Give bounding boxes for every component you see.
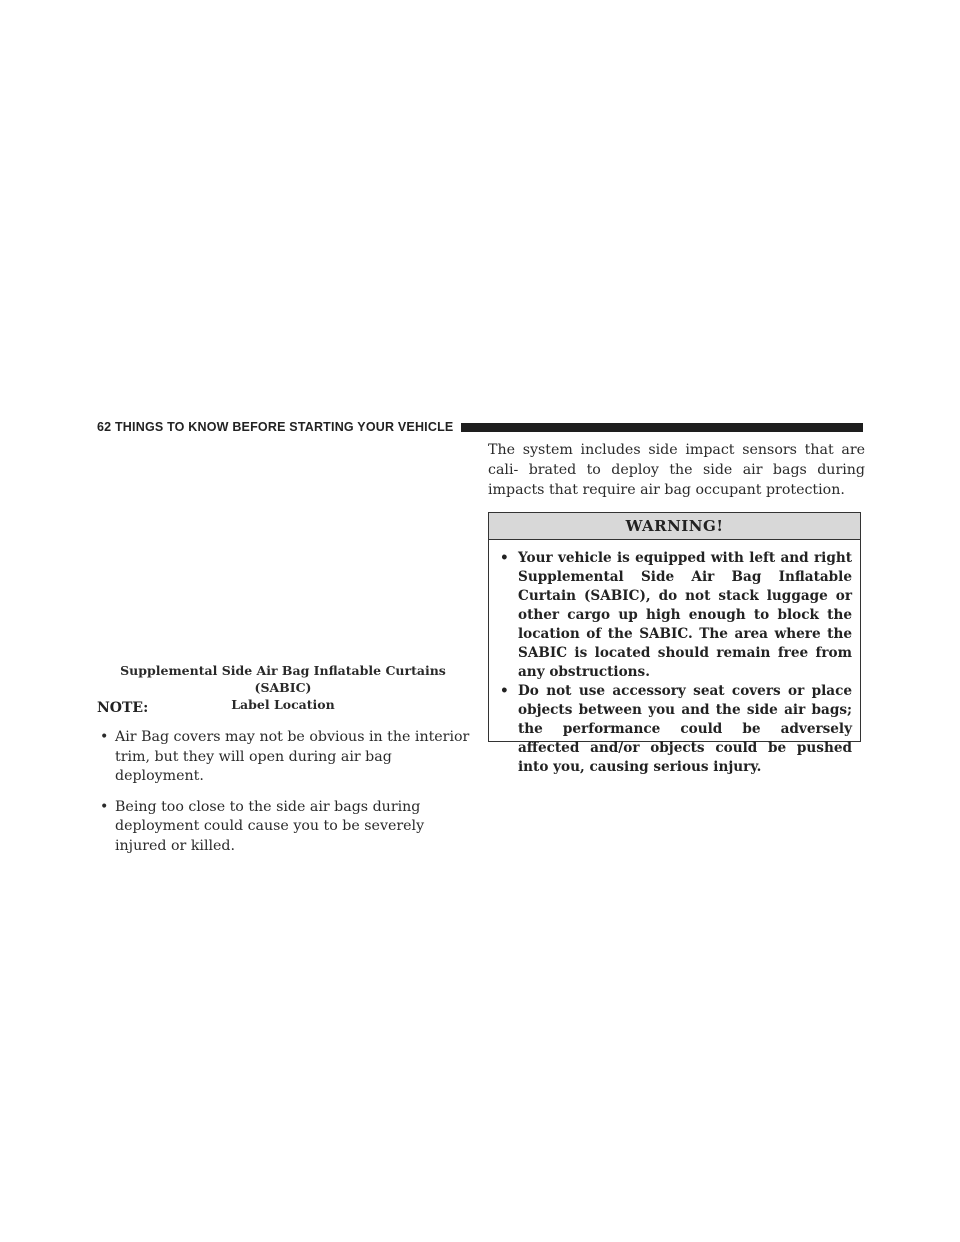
warning-box (488, 512, 861, 775)
page-header (97, 418, 863, 436)
list-item (498, 682, 852, 777)
side-impact-paragraph: The system includes side impact sensors that are cali- brated to deploy the side air bags during impacts that require air bag occupant protection. (488, 442, 865, 498)
bullet-icon: • (500, 683, 509, 699)
figure-caption-line-1: Supplemental Side Air Bag Inflatable Curtains (SABIC) (120, 663, 446, 695)
warning-list (489, 540, 860, 777)
list-item (97, 728, 477, 787)
header-rule (461, 423, 863, 432)
bullet-icon: • (500, 550, 509, 566)
bullet-icon: • (100, 729, 109, 745)
list-item-text: Air Bag covers may not be obvious in the interior trim, but they will open during air bag deployment. (115, 729, 470, 784)
list-item (97, 798, 477, 857)
figure-caption-line-2: Label Location (231, 697, 335, 712)
figure-caption (97, 662, 469, 713)
note-list (97, 728, 477, 867)
list-item-text: Being too close to the side air bags during deployment could cause you to be severely injured or killed. (115, 798, 425, 854)
list-item (498, 549, 852, 682)
list-item-text: Do not use accessory seat covers or place objects between you and the side air bags; the performance could be adversely affected and/or objects could be pushed into you, causing serious injury. (518, 683, 852, 775)
warning-title: WARNING! (489, 513, 860, 540)
page-number-section-title: 62 THINGS TO KNOW BEFORE STARTING YOUR VEHICLE (97, 420, 454, 434)
list-item-text: Your vehicle is equipped with left and right Supplemental Side Air Bag Inflatable Curtain (SABIC), do not stack luggage or other cargo up high enough to block the location of the SABIC. The area where the SABIC is located should remain free from any obstructions. (518, 550, 852, 680)
note-title: NOTE: (97, 700, 149, 716)
bullet-icon: • (100, 798, 109, 815)
